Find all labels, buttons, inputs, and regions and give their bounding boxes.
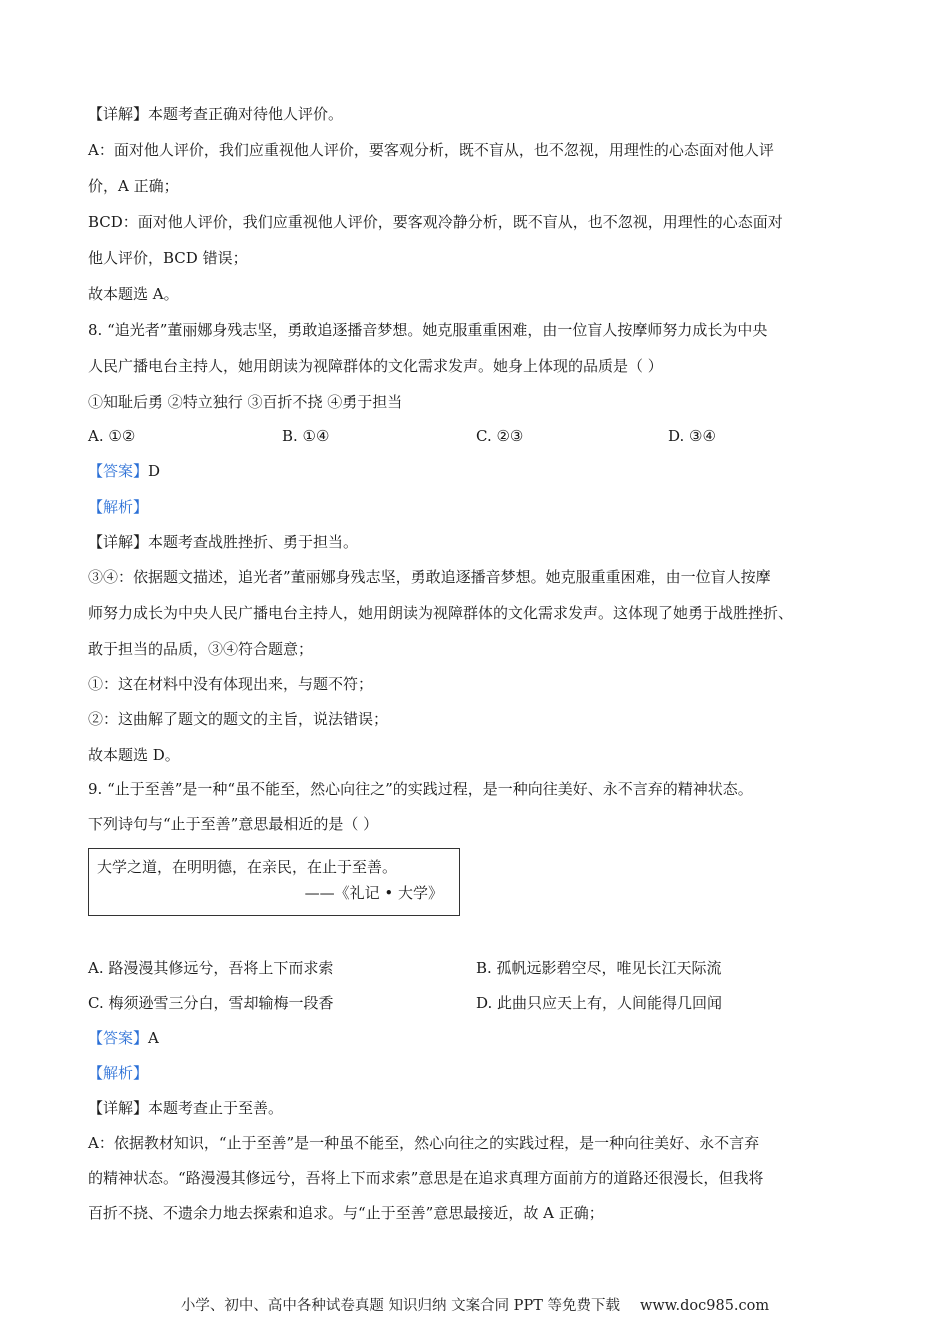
q8-detail-2: ②：这曲解了题文的题文的主旨，说法错误；: [88, 710, 389, 728]
q8-statements: ①知耻后勇 ②特立独行 ③百折不挠 ④勇于担当: [88, 393, 403, 411]
q9-option-a: A. 路漫漫其修远兮，吾将上下而求索: [88, 959, 334, 977]
answer-tag: 【答案】: [88, 462, 149, 480]
q8-detail-34-cont2: 敢于担当的品质，③④符合题意；: [88, 640, 314, 658]
q9-detail-heading: 【详解】本题考查止于至善。: [88, 1099, 284, 1117]
q8-option-d: D. ③④: [668, 427, 716, 445]
q8-option-b: B. ①④: [282, 427, 330, 445]
quote-source: ——《礼记 • 大学》: [304, 884, 443, 902]
q8-stem-line2: 人民广播电台主持人，她用朗读为视障群体的文化需求发声。她身上体现的品质是（ ）: [88, 357, 663, 375]
q7-conclusion: 故本题选 A。: [88, 285, 179, 303]
q7-detail-a: A：面对他人评价，我们应重视他人评价，要客观分析，既不盲从，也不忽视，用理性的心态面对他人评: [88, 141, 774, 159]
q8-detail-heading: 【详解】本题考查战胜挫折、勇于担当。: [88, 533, 359, 551]
q8-conclusion: 故本题选 D。: [88, 746, 180, 764]
q8-option-c: C. ②③: [476, 427, 524, 445]
page-footer: [0, 1296, 950, 1316]
q9-analysis-tag: 【解析】: [88, 1064, 149, 1082]
quote-text: 大学之道，在明明德，在亲民，在止于至善。: [97, 858, 398, 876]
q7-detail-heading: 【详解】本题考查正确对待他人评价。: [88, 105, 344, 123]
footer-link[interactable]: www.doc985.com: [639, 1298, 770, 1314]
q9-option-d: D. 此曲只应天上有，人间能得几回闻: [476, 994, 723, 1012]
answer-value: A: [148, 1029, 159, 1047]
q8-detail-34: ③④：依据题文描述，追光者”董丽娜身残志坚，勇敢追逐播音梦想。她克服重重困难，由一位盲人按摩: [88, 568, 771, 586]
q9-stem-line1: 9. “止于至善”是一种“虽不能至，然心向往之”的实践过程，是一种向往美好、永不言弃的精神状态。: [88, 780, 753, 798]
answer-value: D: [148, 462, 161, 480]
q8-answer: [88, 461, 160, 481]
footer-text: 小学、初中、高中各种试卷真题 知识归纳 文案合同 PPT 等免费下载: [180, 1298, 620, 1314]
q9-answer: [88, 1028, 159, 1048]
q9-detail-a-cont2: 百折不挠、不遗余力地去探索和追求。与“止于至善”意思最接近，故 A 正确；: [88, 1204, 604, 1222]
q7-detail-bcd: BCD：面对他人评价，我们应重视他人评价，要客观冷静分析，既不盲从，也不忽视，用理性的心态面对: [88, 213, 783, 231]
q9-detail-a: A：依据教材知识，“止于至善”是一种虽不能至，然心向往之的实践过程，是一种向往美好、永不言弃: [88, 1134, 760, 1152]
q9-stem-line2: 下列诗句与“止于至善”意思最相近的是（ ）: [88, 815, 379, 833]
q9-option-c: C. 梅须逊雪三分白，雪却输梅一段香: [88, 994, 334, 1012]
q9-detail-a-cont1: 的精神状态。“路漫漫其修远兮，吾将上下而求索”意思是在追求真理方面前方的道路还很漫长，但我将: [88, 1169, 764, 1187]
q7-detail-bcd-cont: 他人评价，BCD 错误；: [88, 249, 248, 267]
q8-stem-line1: 8. “追光者”董丽娜身残志坚，勇敢追逐播音梦想。她克服重重困难，由一位盲人按摩师努力成长为中央: [88, 321, 768, 339]
q7-detail-a-cont: 价，A 正确；: [88, 177, 179, 195]
q8-option-a: A. ①②: [88, 427, 136, 445]
q8-detail-34-cont1: 师努力成长为中央人民广播电台主持人，她用朗读为视障群体的文化需求发声。这体现了她勇于战胜挫折、: [88, 604, 794, 622]
q8-detail-1: ①：这在材料中没有体现出来，与题不符；: [88, 675, 374, 693]
q9-option-b: B. 孤帆远影碧空尽，唯见长江天际流: [476, 959, 722, 977]
quote-box: [88, 848, 460, 916]
q8-analysis-tag: 【解析】: [88, 498, 149, 516]
answer-tag: 【答案】: [88, 1029, 149, 1047]
